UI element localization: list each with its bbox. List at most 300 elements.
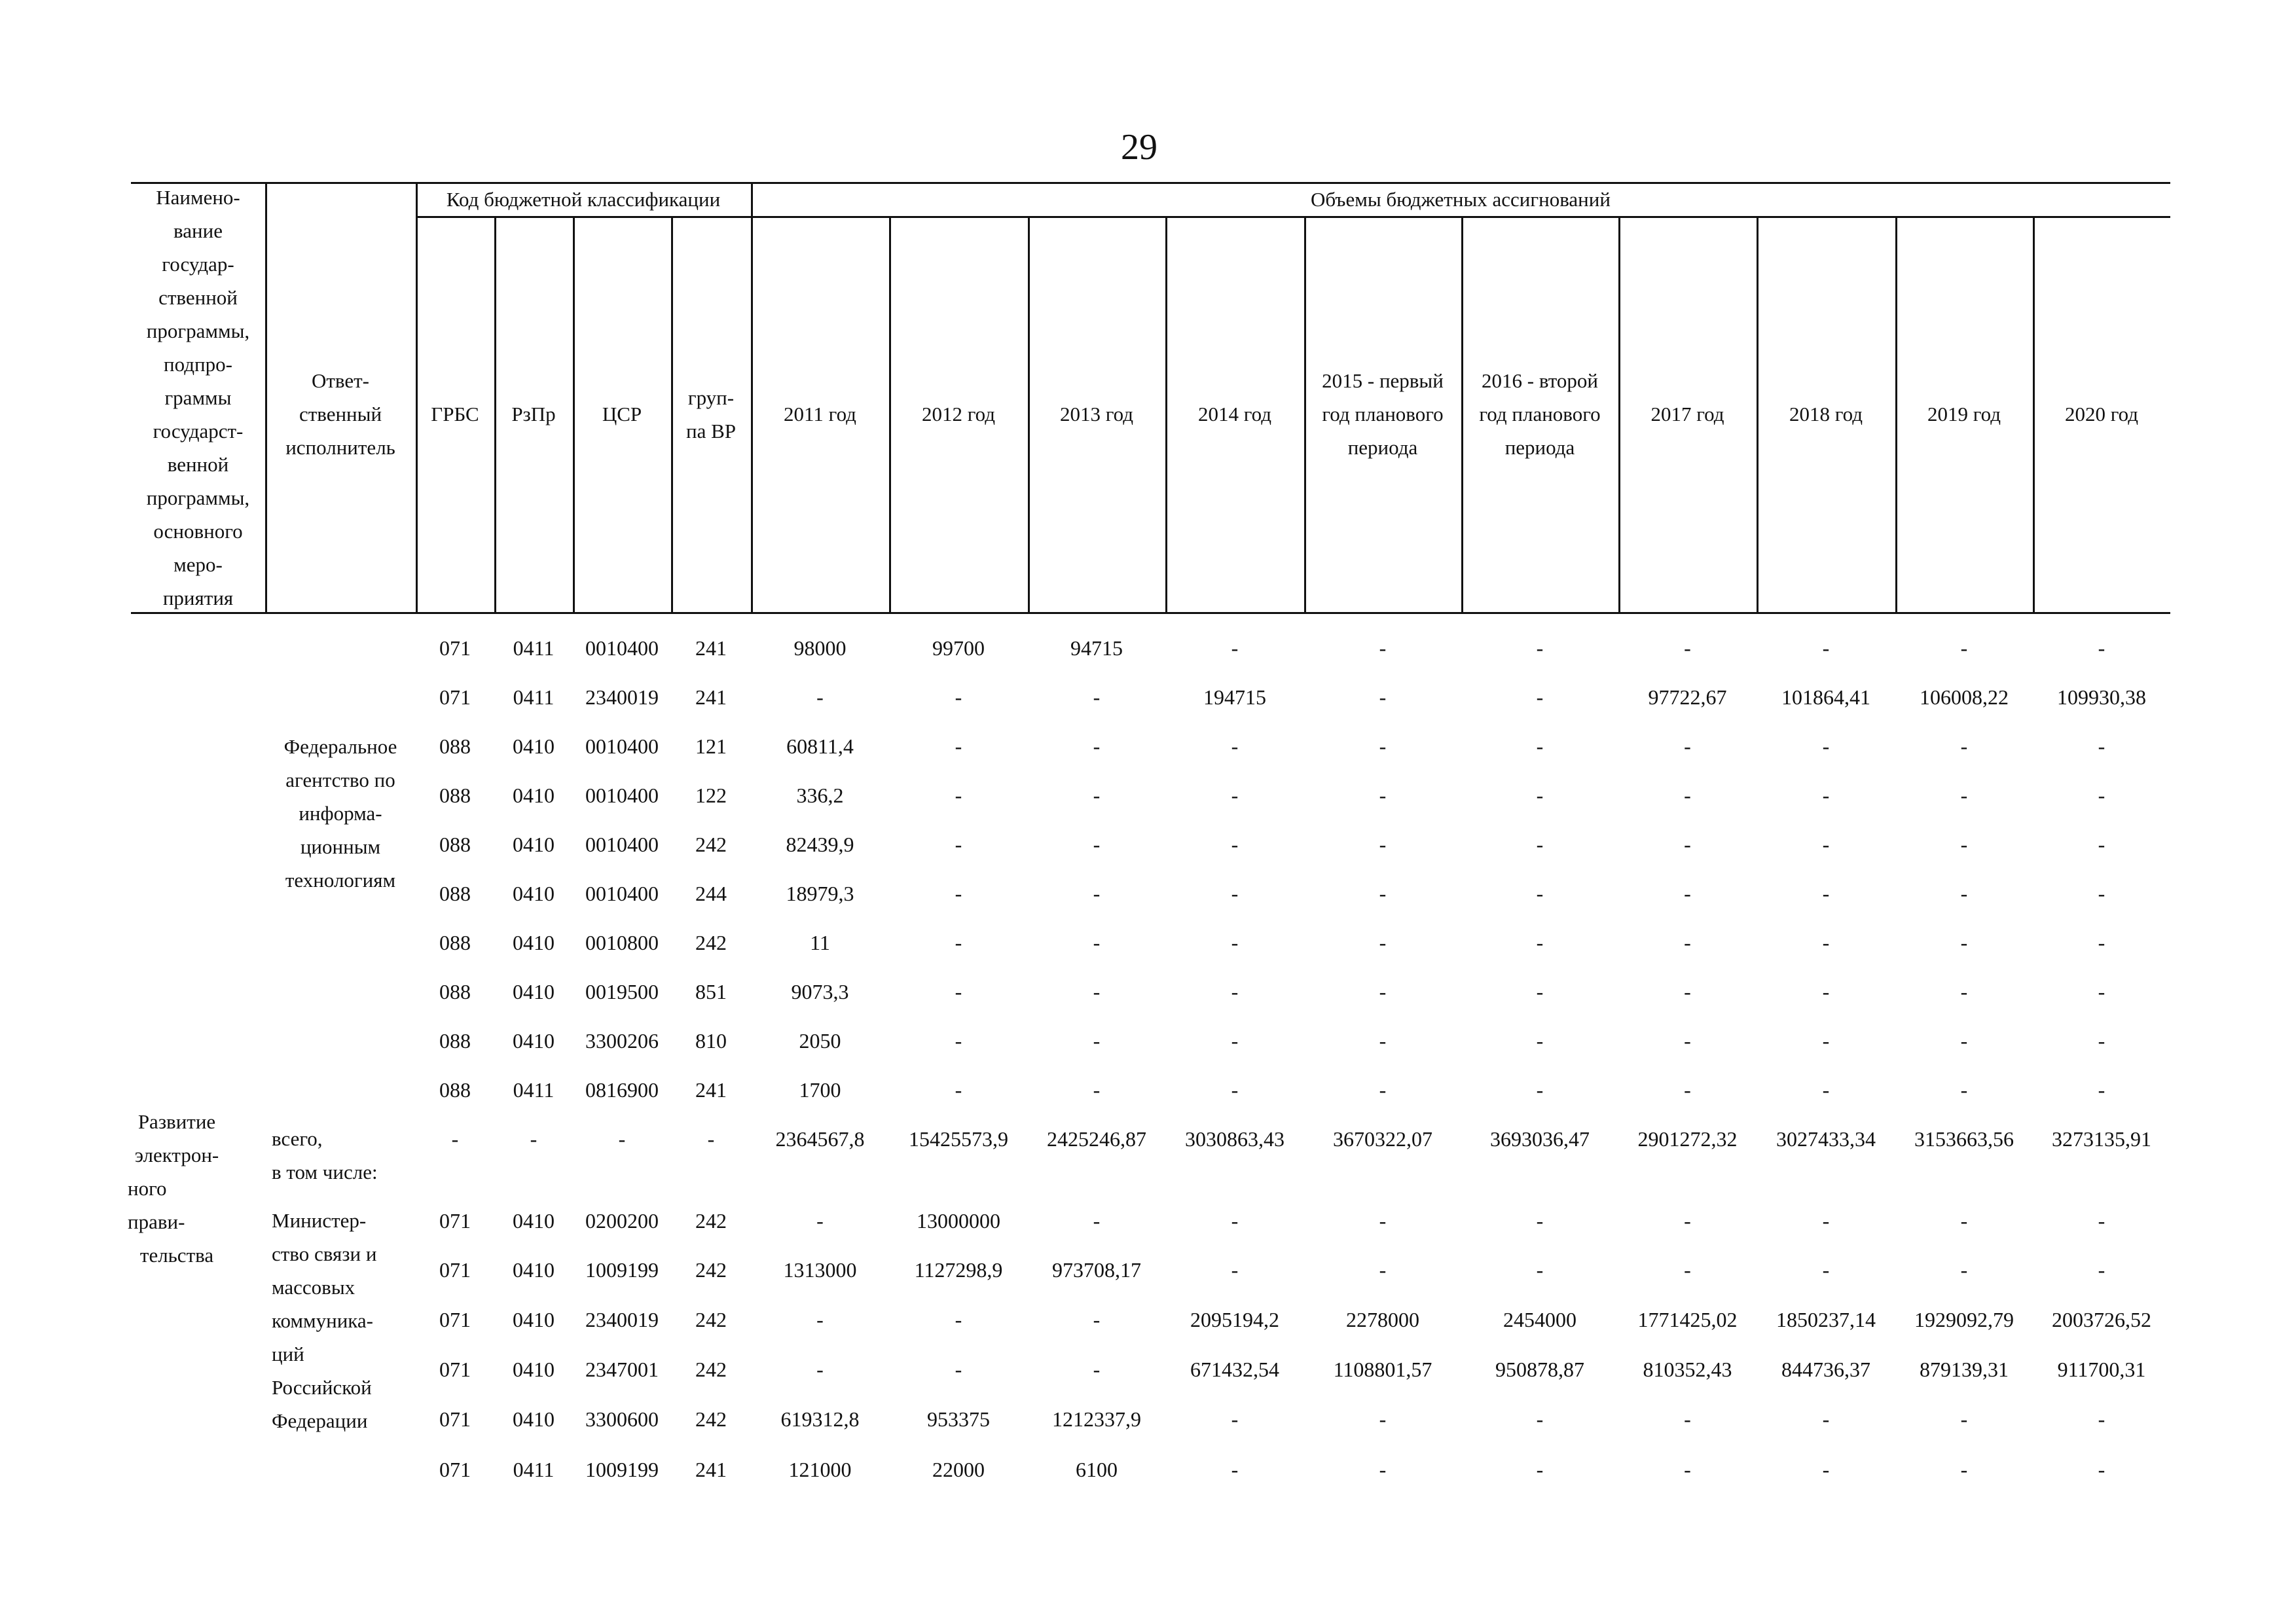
code-cell: 0411 xyxy=(513,636,555,660)
value-cell: 973708,17 xyxy=(1052,1258,1141,1282)
value-cell: - xyxy=(1684,734,1691,758)
value-cell: - xyxy=(1960,833,1968,856)
code-cell: 3300206 xyxy=(585,1029,659,1053)
code-cell: 242 xyxy=(695,1258,727,1282)
value-cell: 3670322,07 xyxy=(1333,1127,1432,1151)
header-program-name-line: Наимено- xyxy=(156,186,240,209)
value-cell: - xyxy=(2098,784,2105,807)
code-cell: 0411 xyxy=(513,1078,555,1102)
executor-fait-label xyxy=(268,730,412,897)
value-cell: - xyxy=(1960,882,1968,905)
value-cell: - xyxy=(1822,784,1830,807)
header-year xyxy=(1028,216,1165,612)
value-cell: - xyxy=(1536,784,1544,807)
code-cell: 242 xyxy=(695,833,727,856)
header-executor-line: исполнитель xyxy=(285,436,395,459)
value-cell: 99700 xyxy=(932,636,985,660)
value-cell: - xyxy=(1536,636,1544,660)
header-year-line: 2019 год xyxy=(1927,403,2001,425)
code-cell: 071 xyxy=(439,685,471,709)
value-cell: 844736,37 xyxy=(1781,1358,1870,1381)
value-cell: 60811,4 xyxy=(786,734,854,758)
value-cell: - xyxy=(1822,833,1830,856)
value-cell: - xyxy=(1536,1209,1544,1233)
value-cell: 15425573,9 xyxy=(909,1127,1008,1151)
value-cell: 3153663,56 xyxy=(1914,1127,2014,1151)
value-cell: - xyxy=(955,980,962,1003)
value-cell: 911700,31 xyxy=(2057,1358,2146,1381)
value-cell: - xyxy=(1822,734,1830,758)
value-cell: 336,2 xyxy=(796,784,844,807)
value-cell: 13000000 xyxy=(917,1209,1000,1233)
value-cell: - xyxy=(955,1029,962,1053)
value-cell: - xyxy=(1960,931,1968,954)
value-cell: - xyxy=(1093,1358,1101,1381)
value-cell: - xyxy=(1684,833,1691,856)
value-cell: - xyxy=(1960,1209,1968,1233)
value-cell: - xyxy=(1093,980,1101,1003)
code-cell: 0410 xyxy=(513,833,555,856)
code-cell: 121 xyxy=(695,734,727,758)
value-cell: - xyxy=(816,1358,824,1381)
value-cell: 2425246,87 xyxy=(1047,1127,1146,1151)
code-cell: 1009199 xyxy=(585,1258,659,1282)
value-cell: 810352,43 xyxy=(1643,1358,1732,1381)
code-cell: 242 xyxy=(695,1209,727,1233)
code-cell: 088 xyxy=(439,1078,471,1102)
value-cell: - xyxy=(1093,931,1101,954)
value-cell: - xyxy=(2098,1458,2105,1481)
executor-fait-label-line: технологиям xyxy=(285,869,396,892)
code-cell: 241 xyxy=(695,1078,727,1102)
value-cell: - xyxy=(816,1308,824,1331)
value-cell: - xyxy=(1822,1029,1830,1053)
program-name-label-line: электрон- xyxy=(134,1143,219,1166)
code-cell: 0410 xyxy=(513,931,555,954)
value-cell: - xyxy=(1536,1029,1544,1053)
header-program-name-line: ственной xyxy=(158,286,238,309)
code-cell: 088 xyxy=(439,734,471,758)
code-cell: 071 xyxy=(439,1358,471,1381)
code-cell: 0410 xyxy=(513,882,555,905)
value-cell: - xyxy=(1960,1029,1968,1053)
code-cell: 3300600 xyxy=(585,1407,659,1431)
value-cell: - xyxy=(1536,1258,1544,1282)
code-cell: 851 xyxy=(695,980,727,1003)
value-cell: - xyxy=(1379,1029,1387,1053)
executor-ministry-label-line: массовых xyxy=(272,1276,355,1299)
value-cell: 121000 xyxy=(788,1458,852,1481)
value-cell: 97722,67 xyxy=(1648,685,1727,709)
value-cell: - xyxy=(955,1308,962,1331)
value-cell: - xyxy=(955,931,962,954)
value-cell: - xyxy=(1960,636,1968,660)
value-cell: - xyxy=(2098,1078,2105,1102)
program-name-label xyxy=(128,1110,226,1267)
value-cell: - xyxy=(1822,980,1830,1003)
code-cell: 242 xyxy=(695,1308,727,1331)
value-cell: - xyxy=(1536,734,1544,758)
executor-ministry-label-line: коммуника- xyxy=(272,1309,373,1332)
value-cell: 1108801,57 xyxy=(1333,1358,1432,1381)
value-cell: - xyxy=(2098,882,2105,905)
value-cell: 1771425,02 xyxy=(1637,1308,1738,1331)
value-cell: - xyxy=(816,1209,824,1233)
header-year-line: 2014 год xyxy=(1197,403,1272,425)
value-cell: - xyxy=(1822,1458,1830,1481)
header-year-line: 2018 год xyxy=(1789,403,1863,425)
value-cell: - xyxy=(1231,1078,1239,1102)
code-cell: 242 xyxy=(695,1358,727,1381)
code-cell: 0411 xyxy=(513,685,555,709)
value-cell: 109930,38 xyxy=(2057,685,2146,709)
value-cell: - xyxy=(1379,1078,1387,1102)
value-cell: - xyxy=(1684,1258,1691,1282)
header-grbs: ГРБС xyxy=(431,403,479,425)
value-cell: - xyxy=(1960,1407,1968,1431)
value-cell: 1127298,9 xyxy=(914,1258,1003,1282)
value-cell: - xyxy=(1822,882,1830,905)
program-name-label-line: ного прави- xyxy=(128,1176,185,1233)
value-cell: - xyxy=(1231,636,1239,660)
code-cell: - xyxy=(451,1127,459,1151)
value-cell: - xyxy=(2098,931,2105,954)
value-cell: - xyxy=(1379,1458,1387,1481)
header-year xyxy=(889,216,1028,612)
value-cell: - xyxy=(1231,734,1239,758)
code-cell: 0410 xyxy=(513,1358,555,1381)
header-program-name-line: программы, xyxy=(146,319,250,342)
value-cell: - xyxy=(1231,1029,1239,1053)
value-cell: - xyxy=(1960,734,1968,758)
value-cell: 1700 xyxy=(799,1078,841,1102)
header-year-line: 2013 год xyxy=(1059,403,1134,425)
header-program-name-line: основного xyxy=(153,520,243,543)
value-cell: - xyxy=(955,685,962,709)
executor-fait-label-line: агентство по xyxy=(285,768,395,791)
value-cell: 6100 xyxy=(1076,1458,1118,1481)
header-year xyxy=(1304,216,1461,612)
header-vr xyxy=(671,216,751,612)
value-cell: - xyxy=(1684,636,1691,660)
value-cell: - xyxy=(2098,636,2105,660)
value-cell: - xyxy=(1684,931,1691,954)
code-cell: 088 xyxy=(439,931,471,954)
value-cell: - xyxy=(1379,833,1387,856)
code-cell: 241 xyxy=(695,636,727,660)
value-cell: - xyxy=(1379,685,1387,709)
executor-fait-label-line: информа- xyxy=(299,802,382,825)
executor-ministry-label-line: ций xyxy=(272,1343,304,1365)
value-cell: - xyxy=(1960,1078,1968,1102)
value-cell: - xyxy=(1379,636,1387,660)
value-cell: - xyxy=(1231,1209,1239,1233)
value-cell: - xyxy=(1536,882,1544,905)
code-cell: 0010400 xyxy=(585,882,659,905)
code-cell: 0410 xyxy=(513,784,555,807)
header-year xyxy=(2033,216,2170,612)
value-cell: - xyxy=(1960,784,1968,807)
value-cell: - xyxy=(1684,1209,1691,1233)
header-program-name-line: вание xyxy=(173,219,223,242)
header-executor xyxy=(265,216,416,612)
code-cell: - xyxy=(618,1127,626,1151)
header-year xyxy=(1165,216,1304,612)
value-cell: - xyxy=(955,833,962,856)
value-cell: 3030863,43 xyxy=(1185,1127,1285,1151)
header-year-line: 2017 год xyxy=(1650,403,1724,425)
value-cell: - xyxy=(1379,882,1387,905)
code-cell: 071 xyxy=(439,1407,471,1431)
code-cell: 0010800 xyxy=(585,931,659,954)
header-year-line: 2020 год xyxy=(2064,403,2139,425)
value-cell: 194715 xyxy=(1203,685,1266,709)
code-cell: 2347001 xyxy=(585,1358,659,1381)
value-cell: - xyxy=(1822,931,1830,954)
value-cell: - xyxy=(1093,1308,1101,1331)
value-cell: - xyxy=(1684,1078,1691,1102)
header-program-name-line: государ- xyxy=(162,253,234,276)
value-cell: - xyxy=(1536,931,1544,954)
value-cell: - xyxy=(1231,1258,1239,1282)
value-cell: - xyxy=(1536,833,1544,856)
value-cell: - xyxy=(1536,1407,1544,1431)
value-cell: - xyxy=(1231,980,1239,1003)
value-cell: - xyxy=(1231,931,1239,954)
code-cell: 242 xyxy=(695,1407,727,1431)
header-program-name xyxy=(131,183,265,612)
code-cell: 0411 xyxy=(513,1458,555,1481)
value-cell: - xyxy=(1960,1258,1968,1282)
code-cell: 071 xyxy=(439,636,471,660)
header-year xyxy=(1461,216,1618,612)
value-cell: 9073,3 xyxy=(791,980,849,1003)
code-cell: 0010400 xyxy=(585,784,659,807)
code-cell: 810 xyxy=(695,1029,727,1053)
value-cell: - xyxy=(1684,980,1691,1003)
value-cell: - xyxy=(1093,784,1101,807)
value-cell: 950878,87 xyxy=(1495,1358,1584,1381)
code-cell: 241 xyxy=(695,1458,727,1481)
value-cell: - xyxy=(2098,1407,2105,1431)
value-cell: - xyxy=(1822,1078,1830,1102)
code-cell: 088 xyxy=(439,1029,471,1053)
header-program-name-line: программы, xyxy=(146,486,250,509)
code-cell: 242 xyxy=(695,931,727,954)
header-csr: ЦСР xyxy=(602,403,642,425)
value-cell: 3693036,47 xyxy=(1490,1127,1590,1151)
code-cell: 241 xyxy=(695,685,727,709)
value-cell: - xyxy=(1093,734,1101,758)
total-label xyxy=(272,1121,416,1190)
value-cell: - xyxy=(955,1078,962,1102)
code-cell: - xyxy=(707,1127,715,1151)
value-cell: - xyxy=(1536,685,1544,709)
code-cell: 0410 xyxy=(513,1258,555,1282)
value-cell: 11 xyxy=(810,931,830,954)
value-cell: - xyxy=(1684,1029,1691,1053)
value-cell: - xyxy=(2098,980,2105,1003)
executor-ministry-label xyxy=(272,1201,416,1440)
total-label-line: всего, xyxy=(272,1127,323,1150)
value-cell: 1212337,9 xyxy=(1052,1407,1141,1431)
code-cell: 0019500 xyxy=(585,980,659,1003)
code-cell: 071 xyxy=(439,1308,471,1331)
value-cell: 1850237,14 xyxy=(1776,1308,1876,1331)
code-cell: 2340019 xyxy=(585,1308,659,1331)
value-cell: 3027433,34 xyxy=(1776,1127,1876,1151)
value-cell: - xyxy=(1379,980,1387,1003)
value-cell: - xyxy=(955,784,962,807)
value-cell: - xyxy=(1231,833,1239,856)
code-cell: 2340019 xyxy=(585,685,659,709)
value-cell: - xyxy=(1379,931,1387,954)
executor-fait-label-line: Федеральное xyxy=(283,735,397,758)
executor-ministry-label-line: ство связи и xyxy=(272,1242,377,1265)
header-executor-line: Ответ- xyxy=(311,369,370,392)
value-cell: 2003726,52 xyxy=(2052,1308,2151,1331)
value-cell: - xyxy=(1822,636,1830,660)
code-cell: 122 xyxy=(695,784,727,807)
header-year-line: периода xyxy=(1504,436,1575,459)
value-cell: - xyxy=(1379,1258,1387,1282)
header-program-name-line: меро- xyxy=(173,553,223,576)
code-cell: 0410 xyxy=(513,1308,555,1331)
value-cell: - xyxy=(2098,1029,2105,1053)
value-cell: 3273135,91 xyxy=(2052,1127,2151,1151)
header-year xyxy=(1895,216,2033,612)
value-cell: - xyxy=(1379,734,1387,758)
value-cell: - xyxy=(1822,1407,1830,1431)
value-cell: - xyxy=(2098,734,2105,758)
code-cell: 0010400 xyxy=(585,833,659,856)
value-cell: - xyxy=(1684,1458,1691,1481)
value-cell: - xyxy=(1379,784,1387,807)
value-cell: - xyxy=(1093,1209,1101,1233)
code-cell: 0010400 xyxy=(585,734,659,758)
value-cell: - xyxy=(955,882,962,905)
header-program-name-line: подпро- xyxy=(164,353,232,376)
header-year-line: 2016 - второй xyxy=(1482,369,1598,392)
value-cell: 1929092,79 xyxy=(1914,1308,2014,1331)
code-cell: 0410 xyxy=(513,1209,555,1233)
value-cell: - xyxy=(1379,1407,1387,1431)
value-cell: 2901272,32 xyxy=(1637,1127,1738,1151)
code-cell: 0010400 xyxy=(585,636,659,660)
value-cell: - xyxy=(1822,1209,1830,1233)
program-name-label-line: Развитие xyxy=(137,1110,216,1133)
code-cell: 088 xyxy=(439,980,471,1003)
value-cell: 2364567,8 xyxy=(775,1127,865,1151)
value-cell: - xyxy=(1960,980,1968,1003)
value-cell: 619312,8 xyxy=(780,1407,860,1431)
header-rzpr: РзПр xyxy=(511,403,556,425)
header-year-line: год планового xyxy=(1479,403,1601,425)
value-cell: - xyxy=(1231,1407,1239,1431)
value-cell: 2095194,2 xyxy=(1190,1308,1279,1331)
code-cell: 0410 xyxy=(513,1407,555,1431)
value-cell: 98000 xyxy=(793,636,847,660)
value-cell: - xyxy=(1379,1209,1387,1233)
header-bottom-rule xyxy=(131,612,2170,614)
code-cell: 0410 xyxy=(513,1029,555,1053)
value-cell: 2050 xyxy=(799,1029,841,1053)
code-cell: 071 xyxy=(439,1209,471,1233)
value-cell: - xyxy=(1231,882,1239,905)
value-cell: - xyxy=(955,734,962,758)
header-year xyxy=(1757,216,1895,612)
executor-ministry-label-line: Министер- xyxy=(272,1209,367,1232)
value-cell: - xyxy=(1684,784,1691,807)
header-program-name-line: государст- xyxy=(153,420,244,442)
executor-fait-label-line: ционным xyxy=(300,835,381,858)
header-year xyxy=(1618,216,1757,612)
value-cell: - xyxy=(1093,882,1101,905)
value-cell: 22000 xyxy=(932,1458,985,1481)
value-cell: - xyxy=(1231,784,1239,807)
value-cell: - xyxy=(1231,1458,1239,1481)
value-cell: - xyxy=(1093,833,1101,856)
header-year-line: 2015 - первый xyxy=(1322,369,1444,392)
code-cell: 088 xyxy=(439,784,471,807)
code-cell: 0410 xyxy=(513,980,555,1003)
header-budget-code-group: Код бюджетной классификации xyxy=(446,187,721,211)
value-cell: - xyxy=(2098,833,2105,856)
value-cell: 18979,3 xyxy=(786,882,854,905)
total-label-line: в том числе: xyxy=(272,1161,378,1183)
code-cell: 1009199 xyxy=(585,1458,659,1481)
value-cell: 94715 xyxy=(1070,636,1123,660)
value-cell: - xyxy=(1536,1078,1544,1102)
value-cell: - xyxy=(1960,1458,1968,1481)
header-program-name-line: граммы xyxy=(164,386,232,409)
value-cell: 953375 xyxy=(927,1407,990,1431)
value-cell: - xyxy=(1093,1029,1101,1053)
value-cell: - xyxy=(2098,1258,2105,1282)
value-cell: - xyxy=(816,685,824,709)
code-cell: 071 xyxy=(439,1458,471,1481)
value-cell: - xyxy=(1536,1458,1544,1481)
header-program-name-line: венной xyxy=(167,453,229,476)
code-cell: 244 xyxy=(695,882,727,905)
code-cell: 0816900 xyxy=(585,1078,659,1102)
header-year xyxy=(751,216,889,612)
header-vr-line: груп- xyxy=(687,386,735,409)
value-cell: 101864,41 xyxy=(1781,685,1870,709)
executor-ministry-label-line: Федерации xyxy=(272,1409,368,1432)
value-cell: 1313000 xyxy=(783,1258,857,1282)
value-cell: 2454000 xyxy=(1503,1308,1576,1331)
code-cell: 0200200 xyxy=(585,1209,659,1233)
value-cell: - xyxy=(1684,1407,1691,1431)
executor-ministry-label-line: Российской xyxy=(272,1376,372,1399)
header-executor-line: ственный xyxy=(299,403,382,425)
code-cell: 0410 xyxy=(513,734,555,758)
value-cell: 879139,31 xyxy=(1920,1358,2009,1381)
value-cell: 82439,9 xyxy=(786,833,854,856)
header-volumes-group: Объемы бюджетных ассигнований xyxy=(1311,187,1611,211)
code-cell: 088 xyxy=(439,833,471,856)
value-cell: - xyxy=(1093,685,1101,709)
page-number: 29 xyxy=(1121,127,1157,168)
header-year-line: 2011 год xyxy=(784,403,856,425)
code-cell: 088 xyxy=(439,882,471,905)
value-cell: 106008,22 xyxy=(1920,685,2009,709)
header-year-line: периода xyxy=(1347,436,1418,459)
value-cell: - xyxy=(1822,1258,1830,1282)
value-cell: - xyxy=(2098,1209,2105,1233)
header-year-line: год планового xyxy=(1322,403,1444,425)
